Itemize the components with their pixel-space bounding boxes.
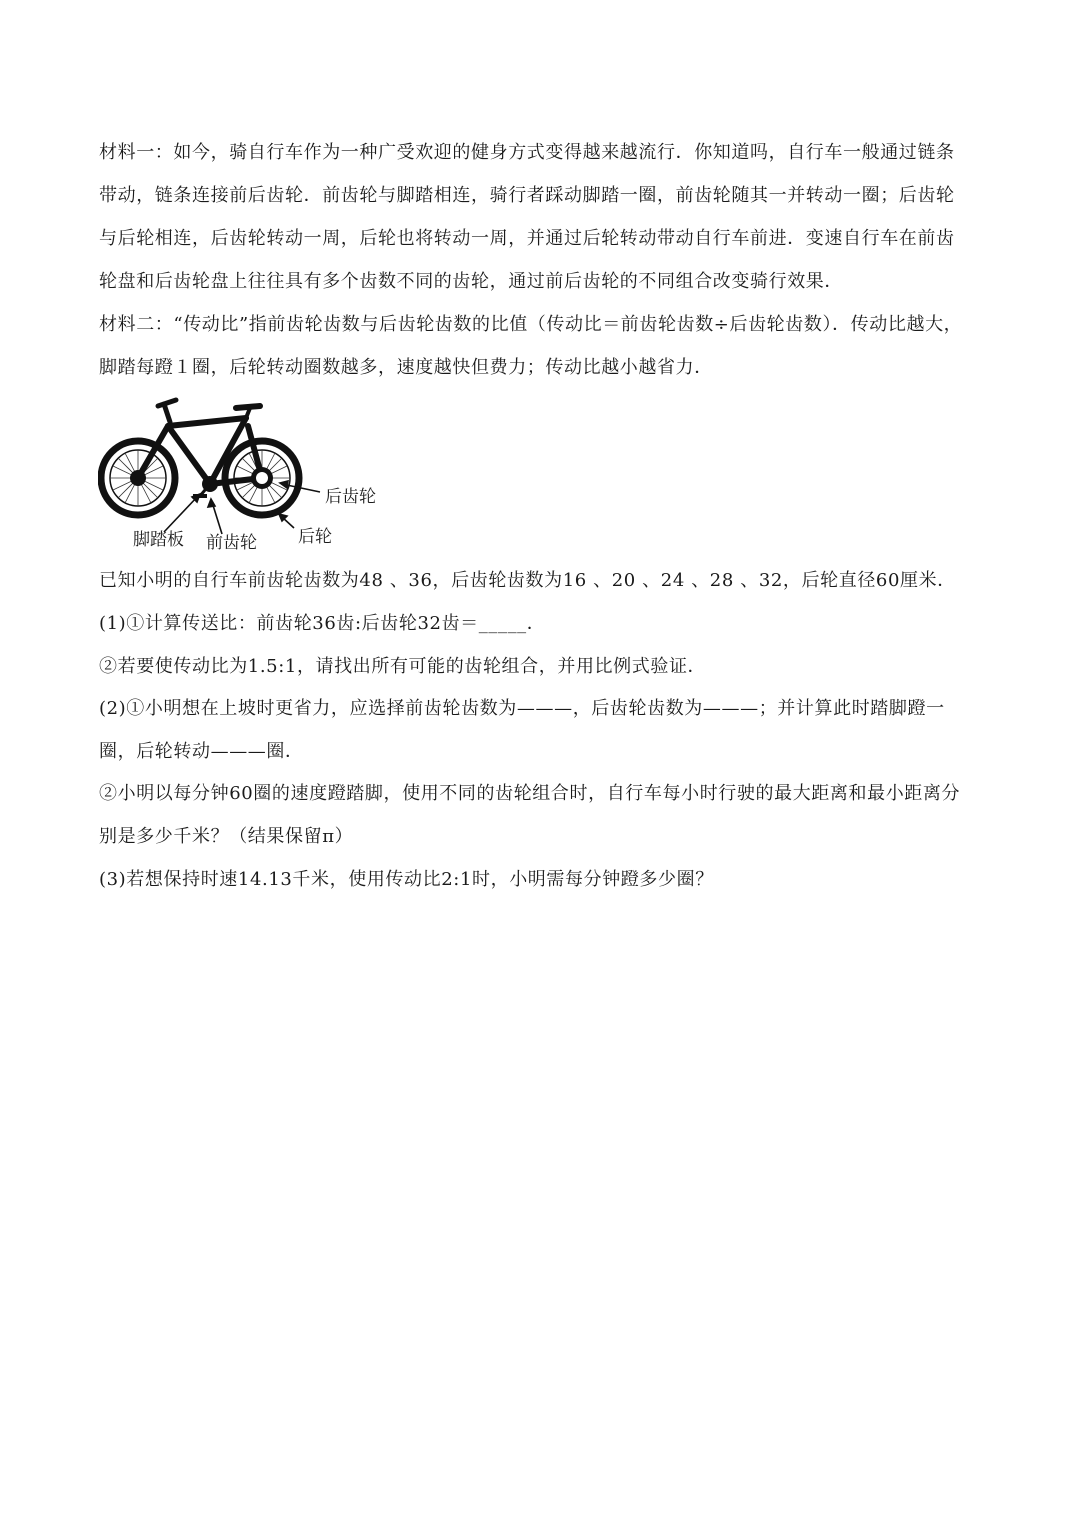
rear-gear-label: 后齿轮	[325, 487, 376, 507]
material1-line-1: 材料一：如今，骑自行车作为一种广受欢迎的健身方式变得越来越流行．你知道吗，自行车一般通过链条	[99, 142, 955, 163]
rear-wheel-label: 后轮	[298, 527, 332, 547]
material2-line-2: 脚踏每蹬１圈，后轮转动圈数越多，速度越快但费力；传动比越小越省力．	[99, 357, 713, 378]
material1-line-3: 与后轮相连，后齿轮转动一周，后轮也将转动一周，并通过后轮转动带动自行车前进．变速自行车在前齿	[99, 228, 955, 249]
question-2-2-line-2: 别是多少千米？（结果保留π）	[99, 826, 354, 847]
given-info: 已知小明的自行车前齿轮齿数为48 、36，后齿轮齿数为16 、20 、24 、28 、32，后轮直径60厘米．	[99, 570, 956, 591]
question-2-2-line-1: ②小明以每分钟60圈的速度蹬踏脚，使用不同的齿轮组合时，自行车每小时行驶的最大距离和最小距离分	[99, 783, 961, 804]
material1-line-4: 轮盘和后齿轮盘上往往具有多个齿数不同的齿轮，通过前后齿轮的不同组合改变骑行效果．	[99, 271, 843, 292]
bicycle-figure	[98, 396, 398, 556]
material1-line-2: 带动，链条连接前后齿轮．前齿轮与脚踏相连，骑行者踩动脚踏一圈，前齿轮随其一并转动一圈；后齿轮	[99, 185, 955, 206]
material2-line-1: 材料二：“传动比”指前齿轮齿数与后齿轮齿数的比值（传动比＝前齿轮齿数÷后齿轮齿数）．传动比越大，	[99, 314, 963, 335]
pedal-label: 脚踏板	[133, 530, 184, 550]
front-gear-label: 前齿轮	[206, 533, 257, 553]
question-3: (3)若想保持时速14.13千米，使用传动比2:1时，小明需每分钟蹬多少圈？	[99, 869, 714, 890]
question-1-1: (1)①计算传送比：前齿轮36齿:后齿轮32齿＝_____．	[99, 613, 546, 634]
question-2-1-line-1: (2)①小明想在上坡时更省力，应选择前齿轮齿数为———，后齿轮齿数为———；并计算此时踏脚蹬一	[99, 698, 945, 719]
question-1-2: ②若要使传动比为1.5:1，请找出所有可能的齿轮组合，并用比例式验证．	[99, 656, 707, 677]
question-2-1-line-2: 圈，后轮转动———圈．	[99, 741, 304, 762]
